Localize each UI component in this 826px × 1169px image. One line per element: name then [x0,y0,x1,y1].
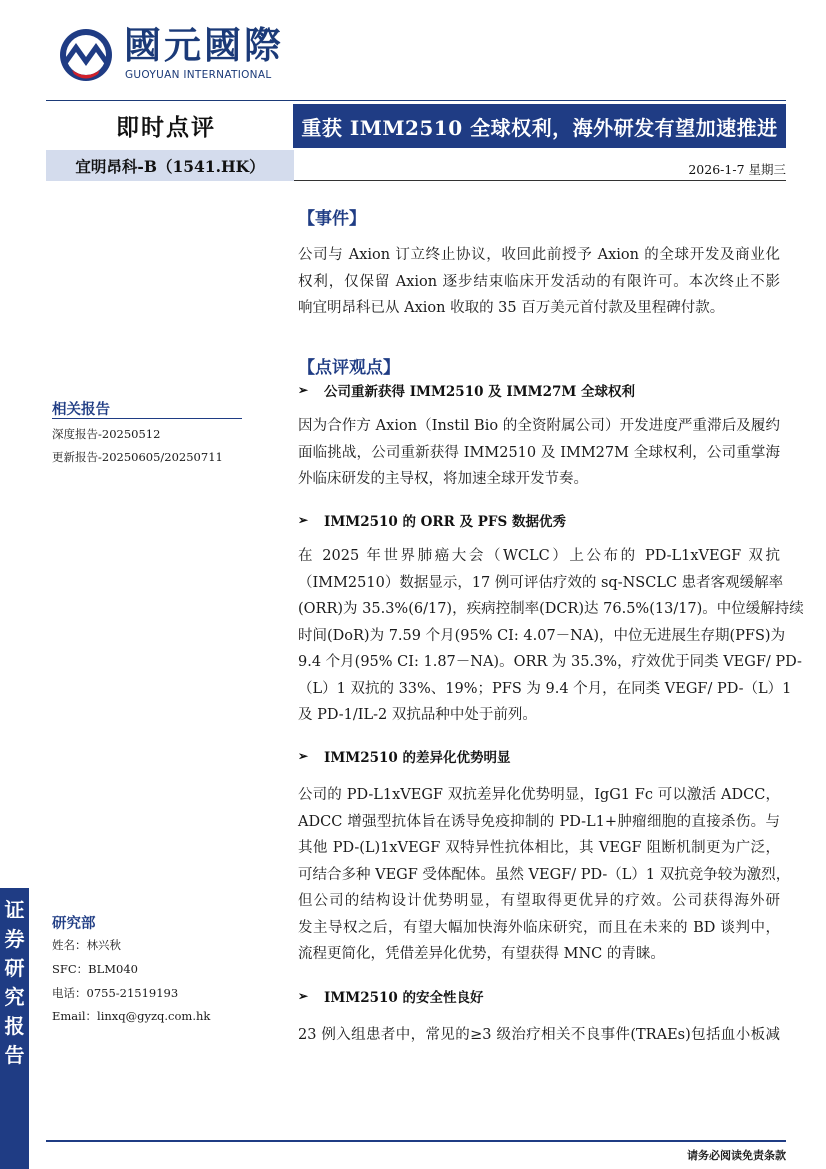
paragraph: 因为合作方 Axion（Instil Bio 的全资附属公司）开发进度严重滞后及履约 面临挑战，公司重新获得 IMM2510 及 IMM27M 全球权利，公司重掌海 外临床研发的主导权，将加速全球开发节奏。 [298,418,780,487]
analyst-sfc: SFC：BLM040 [52,962,138,976]
footer-rule [46,1140,786,1142]
header-rule [46,100,786,101]
related-reports-heading: 相关报告 [52,401,110,418]
paragraph: 23 例入组患者中，常见的≥3 级治疗相关不良事件(TRAEs)包括血小板减 [298,1027,780,1043]
disclaimer-link[interactable]: 请务必阅读免责条款 [687,1149,786,1162]
bullet-heading: ➢ IMM2510 的 ORR 及 PFS 数据优秀 [298,513,566,530]
research-dept-heading: 研究部 [52,915,96,932]
stock-name: 宜明昂科-B（1541.HK） [46,150,294,181]
analyst-name: 姓名：林兴秋 [52,938,121,952]
bullet-arrow-icon: ➢ [298,383,309,397]
view-heading: 【点评观点】 [298,358,400,378]
side-stripe-label: 证 券 研 究 报 告 [4,898,25,1067]
bullet-heading: ➢ IMM2510 的差异化优势明显 [298,749,511,766]
event-paragraph: 公司与 Axion 订立终止协议，收回此前授予 Axion 的全球开发及商业化 权利，仅保留 Axion 逐步结束临床开发活动的有限许可。本次终止不影 响宜明昂科已从 Axion 收取的 35 百万美元首付款及里程碑付款。 [298,247,780,316]
related-report-item[interactable]: 更新报告-20250605/20250711 [52,450,223,464]
report-date: 2026-1-7 星期三 [688,162,786,177]
report-title: 重获 IMM2510 全球权利，海外研发有望加速推进 [293,104,786,148]
event-heading: 【事件】 [298,209,366,229]
related-reports-rule [52,418,242,419]
analyst-email[interactable]: Email：linxq@gyzq.com.hk [52,1009,211,1023]
paragraph: 在 2025 年世界肺癌大会（WCLC）上公布的 PD-L1xVEGF 双抗 （IMM2510）数据显示，17 例可评估疗效的 sq-NSCLC 患者客观缓解率 (ORR)为 35.3%(6/17)，疾病控制率(DCR)达 76.5%(13/17)。中位缓解持续 时间(DoR)为 7.59 个月(95% CI: 4.07－NA)，中位无进展生存期(PFS)为 9.4 个月(95% CI: 1.87－NA)。ORR 为 35.3%，疗效优于同类 VEGF/ PD- （L）1 双抗的 33%、19%；PFS 为 9.4 个月，在同类 VEGF/ PD-（L）1 及 PD-1/IL-2 双抗品种中处于前列。 [298,548,804,723]
brand-name-cn: 國元國際 [124,24,284,67]
analyst-phone: 电话：0755-21519193 [52,986,179,1000]
logo-icon [58,26,114,84]
brand-name-en: GUOYUAN INTERNATIONAL [125,69,272,81]
bullet-arrow-icon: ➢ [298,749,309,763]
bullet-heading: ➢ IMM2510 的安全性良好 [298,989,484,1006]
report-type: 即时点评 [116,113,216,141]
bullet-arrow-icon: ➢ [298,989,309,1003]
bullet-arrow-icon: ➢ [298,513,309,527]
paragraph: 公司的 PD-L1xVEGF 双抗差异化优势明显，IgG1 Fc 可以激活 ADCC， ADCC 增强型抗体旨在诱导免疫抑制的 PD-L1+肿瘤细胞的直接杀伤。与 其他 PD-(L)1xVEGF 双特异性抗体相比，其 VEGF 阻断机制更为广泛， 可结合多种 VEGF 受体配体。虽然 VEGF/ PD-（L）1 双抗竞争较为激烈， 但公司的结构设计优势明显，有望取得更优异的疗效。公司获得海外研 发主导权之后，有望大幅加快海外临床研究，而且在未来的 BD 谈判中， 流程更简化，凭借差异化优势，有望获得 MNC 的青睐。 [298,787,791,962]
bullet-heading: ➢ 公司重新获得 IMM2510 及 IMM27M 全球权利 [298,383,636,400]
date-rule [294,180,786,181]
related-report-item[interactable]: 深度报告-20250512 [52,427,161,441]
